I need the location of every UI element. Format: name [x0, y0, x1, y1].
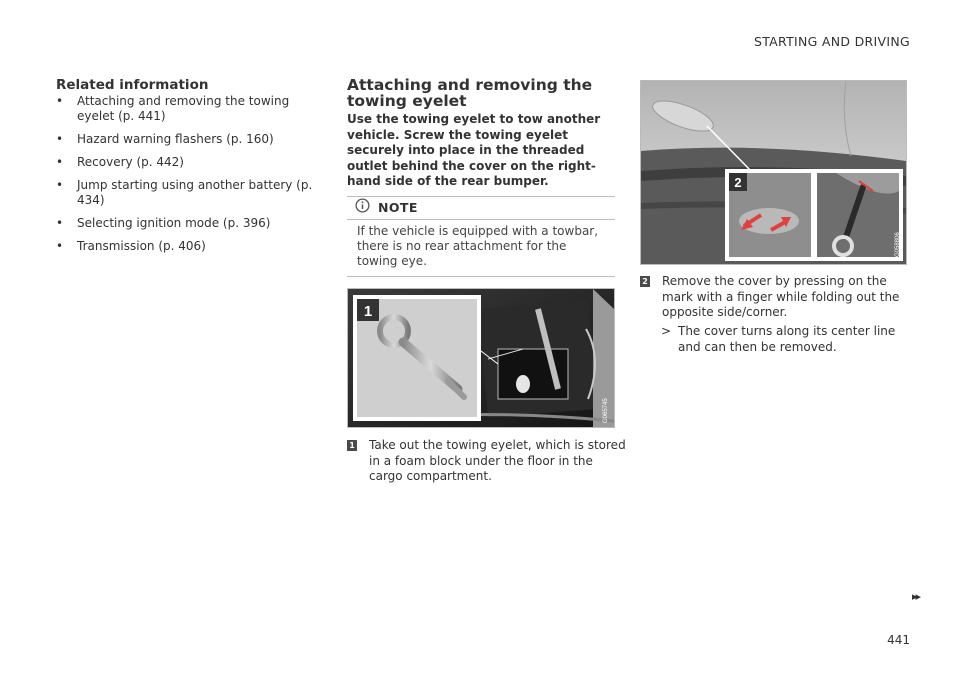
related-link[interactable]: • Attaching and removing the towing eyelet (p. 441): [56, 94, 326, 124]
double-chevron-right-icon[interactable]: ▸▸: [912, 590, 920, 603]
note-header: [347, 197, 615, 220]
related-information: [56, 77, 326, 262]
related-list: [56, 94, 326, 254]
step-number-badge: 1: [347, 440, 357, 451]
note-label: NOTE: [378, 200, 418, 215]
related-title: Related information: [56, 77, 209, 93]
article-intro: Use the towing eyelet to tow another vehicle. Screw the towing eyelet securely into place in the threaded outlet behind the cover on the right-hand side of the rear bumper.: [347, 112, 601, 188]
related-link[interactable]: • Jump starting using another battery (p. 434): [56, 178, 326, 208]
figure-code: G065745: [603, 398, 609, 423]
related-link[interactable]: • Hazard warning flashers (p. 160): [56, 132, 326, 147]
related-link[interactable]: • Transmission (p. 406): [56, 239, 326, 254]
figure-bumper-cover: [640, 80, 907, 265]
figure-code: G058806: [895, 232, 901, 257]
result-marker: >: [661, 324, 672, 338]
figure-towing-eyelet-storage: [347, 288, 615, 428]
step-result: [661, 324, 911, 355]
cargo-compartment-illustration: [348, 289, 614, 427]
section-header: STARTING AND DRIVING: [753, 34, 910, 49]
figure-callout-1: 1: [363, 303, 373, 320]
figure-callout-2: 2: [734, 175, 742, 190]
step-2: [640, 274, 915, 321]
note-box: [347, 196, 615, 277]
step-1: [347, 438, 627, 485]
article-title: Attaching and removing the towing eyelet: [347, 76, 593, 110]
rear-bumper-illustration: [641, 81, 906, 264]
related-link[interactable]: • Recovery (p. 442): [56, 155, 326, 170]
main-article: [347, 77, 615, 313]
result-text: The cover turns along its center line and can then be removed.: [678, 324, 896, 354]
page-number: 441: [887, 633, 910, 647]
info-circle-icon: [355, 198, 370, 217]
related-link[interactable]: • Selecting ignition mode (p. 396): [56, 216, 326, 231]
step-number-badge: 2: [640, 276, 650, 287]
note-text: If the vehicle is equipped with a towbar, there is no rear attachment for the towing eye.: [357, 223, 599, 268]
step-text: Take out the towing eyelet, which is stored in a foam block under the floor in the cargo compartment.: [369, 438, 626, 483]
step-text: Remove the cover by pressing on the mark with a finger while folding out the opposite side/corner.: [662, 274, 900, 319]
